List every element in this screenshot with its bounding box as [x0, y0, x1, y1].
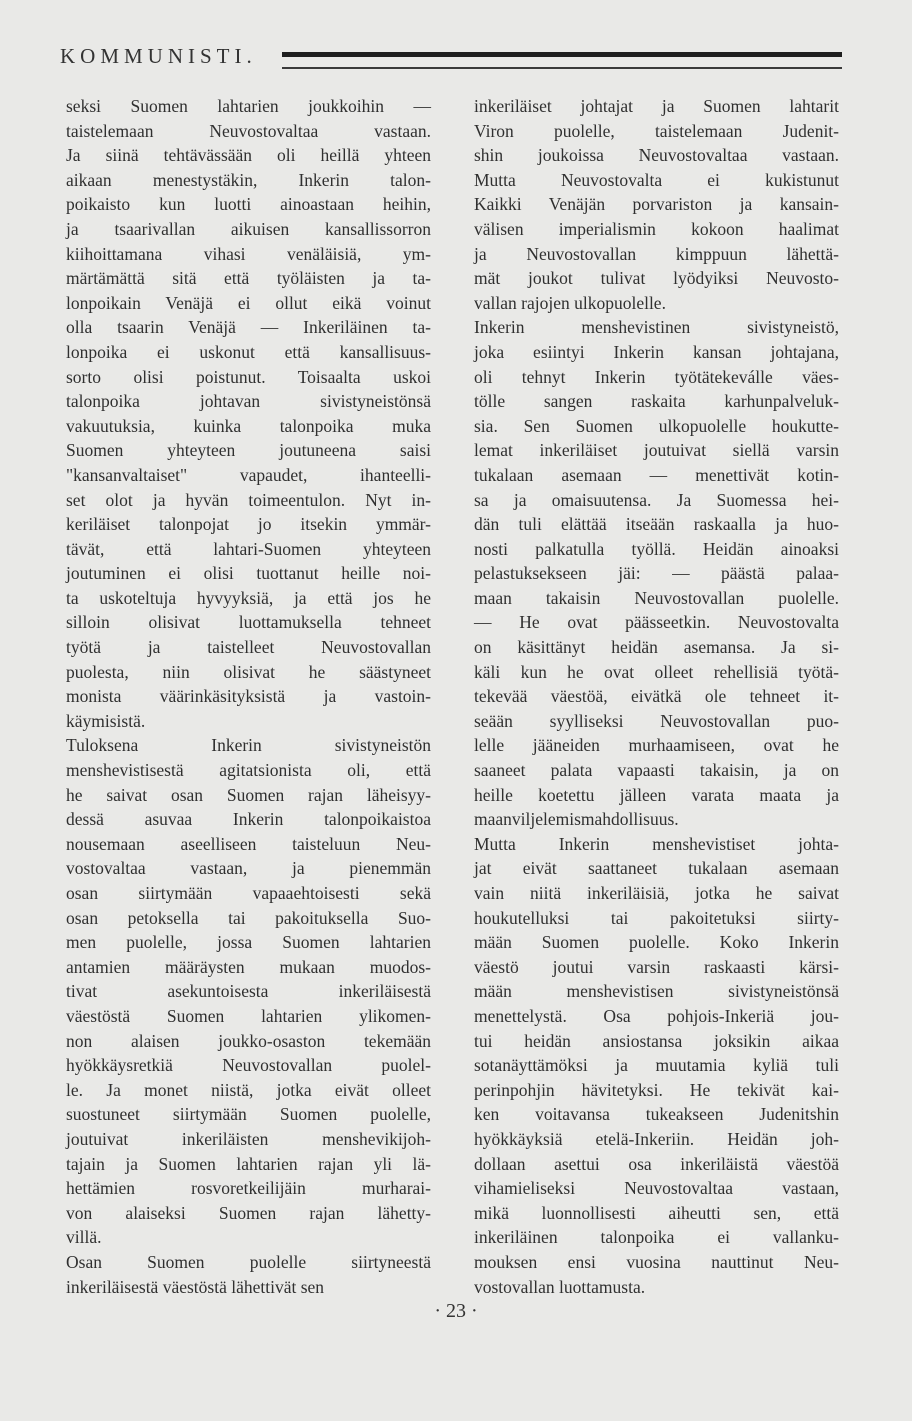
text-line: antamien määräysten mukaan muodos- [66, 956, 431, 977]
text-line: Kaikki Venäjän porvariston ja kansain- [474, 194, 839, 215]
text-line: set olot ja hyvän toimeentulon. Nyt in- [66, 489, 431, 510]
text-line: seksi Suomen lahtarien joukkoihin — [66, 96, 431, 116]
text-line: "kansanvaltaiset" vapaudet, ihanteelli- [66, 464, 431, 485]
text-line: osan siirtymään vapaaehtoisesti sekä [66, 883, 431, 903]
text-line: Osan Suomen puolelle siirtyneestä [66, 1251, 431, 1272]
text-line: menettelystä. Osa pohjois-Inkeriä jou- [474, 1005, 839, 1026]
header-rule [282, 52, 842, 69]
text-line: jat eivät saattaneet tukalaan asemaan [474, 858, 839, 879]
text-line: Mutta Inkerin menshevistiset johta- [474, 833, 839, 854]
text-line: hyökkäyksiä etelä-Inkeriin. Heidän joh- [474, 1128, 839, 1149]
text-line: mikä luonnollisesti aiheutti sen, että [474, 1202, 839, 1223]
text-line: lemat inkeriläiset joutuivat siellä varsin [474, 440, 839, 461]
text-line: poikaisto kun luotti ainoastaan heihin, [66, 194, 431, 215]
text-line: märtämättä sitä että työläisten ja ta- [66, 268, 431, 289]
text-line: villä. [66, 1227, 102, 1248]
text-line: inkeriläinen talonpoika ei vallanku- [474, 1227, 839, 1248]
text-line: on käsittänyt heidän asemansa. Ja si- [474, 637, 839, 658]
text-line: nosti palkatulla työllä. Heidän ainoaksi [474, 538, 839, 559]
text-line: dollaan asettui osa inkeriläistä väestöä [474, 1153, 839, 1174]
text-line: vain niitä inkeriläisiä, jotka he saivat [474, 883, 839, 903]
text-line: lonpoikain Venäjä ei ollut eikä voinut [66, 292, 431, 313]
text-line: dän tuli elättää itseään raskaalla ja huo- [474, 514, 839, 535]
text-line: kiihoittamana vihasi venäläisiä, ym- [66, 243, 431, 264]
text-line: vakuutuksia, kuinka talonpoika muka [66, 415, 431, 436]
text-line: käymisistä. [66, 710, 146, 731]
text-line: vostovallan luottamusta. [474, 1276, 646, 1297]
text-line: ta uskoteltuja hyvyyksiä, ja että jos he [66, 587, 431, 608]
text-line: — He ovat päässeetkin. Neuvostovalta [474, 612, 839, 633]
text-line: tekevää väestöä, eivätkä ole tehneet it- [474, 686, 839, 707]
text-line: dessä asuvaa Inkerin talonpoikaistoa [66, 809, 431, 830]
magazine-title: KOMMUNISTI. [60, 44, 257, 68]
text-line: tölle sangen raskaita karhunpalveluk- [474, 391, 839, 412]
text-line: inkeriläiset johtajat ja Suomen lahtarit [474, 96, 839, 116]
text-line: käli kun he ovat olleet rehellisiä työtä- [474, 661, 839, 682]
text-line: tukalaan asemaan — menettivät kotin- [474, 464, 839, 485]
text-line: joutuivat inkeriläisten menshevikijoh- [66, 1128, 431, 1149]
text-line: Tuloksena Inkerin sivistyneistön [66, 735, 431, 756]
text-line: menshevistisestä agitatsionista oli, että [66, 760, 431, 781]
left-column [66, 94, 431, 1299]
text-line: keriläiset talonpojat jo itsekin ymmär- [66, 514, 431, 535]
text-line: hettämien rosvoretkeilijäin murharai- [66, 1178, 431, 1199]
text-line: shin joukoissa Neuvostovaltaa vastaan. [474, 145, 839, 166]
text-line: mät joukot tulivat lyödyiksi Neuvosto- [474, 268, 839, 289]
text-line: Suomen yhteyteen joutuneena saisi [66, 440, 431, 461]
text-line: hyökkäysretkiä Neuvostovallan puolel- [66, 1055, 431, 1076]
text-line: tivat asekuntoisesta inkeriläisestä [66, 981, 431, 1002]
text-line: sa ja omaisuutensa. Ja Suomessa hei- [474, 489, 839, 510]
text-line: perinpohjin hävitetyksi. He tekivät kai- [474, 1079, 839, 1100]
text-line: vostovaltaa vastaan, ja pienemmän [66, 858, 431, 879]
page-header [60, 44, 850, 74]
text-line: välisen imperialismin kokoon haalimat [474, 218, 839, 239]
right-column [474, 94, 839, 1299]
text-line: nousemaan aseelliseen taisteluun Neu- [66, 833, 431, 854]
text-line: suostuneet siirtymään Suomen puolelle, [66, 1104, 431, 1125]
text-line: joka esiintyi Inkerin kansan johtajana, [474, 341, 839, 362]
text-line: le. Ja monet niistä, jotka eivät olleet [66, 1079, 431, 1100]
text-line: silloin olisivat luottamuksella tehneet [66, 612, 431, 633]
text-line: maanviljelemismahdollisuus. [474, 809, 679, 830]
text-line: monista väärinkäsityksistä ja vastoin- [66, 686, 431, 707]
text-line: sotanäyttämöksi ja muutamia kyliä tuli [474, 1055, 839, 1076]
text-line: väestöstä Suomen lahtarien ylikomen- [66, 1005, 431, 1026]
text-line: joutuminen ei olisi tuottanut heille noi- [66, 563, 431, 584]
text-line: oli tehnyt Inkerin työtätekeválle väes- [474, 366, 839, 387]
text-line: houkutelluksi tai pakoitetuksi siirty- [474, 907, 839, 928]
text-line: Viron puolelle, taistelemaan Judenit- [474, 120, 839, 141]
text-line: heille koetettu jälleen varata maata ja [474, 784, 839, 805]
text-line: vihamieliseksi Neuvostovaltaa vastaan, [474, 1178, 839, 1199]
text-line: he saivat osan Suomen rajan läheisyy- [66, 784, 431, 805]
text-line: lonpoika ei uskonut että kansallisuus- [66, 341, 431, 362]
text-line: tajain ja Suomen lahtarien rajan yli lä- [66, 1153, 431, 1174]
text-line: men puolelle, jossa Suomen lahtarien [66, 932, 431, 953]
text-line: ken voitavansa tukeakseen Judenitshin [474, 1104, 839, 1125]
page-number: · 23 · [434, 1300, 478, 1322]
text-line: pelastuksekseen jäi: — päästä palaa- [474, 563, 839, 584]
text-line: von alaiseksi Suomen rajan lähetty- [66, 1202, 431, 1223]
text-line: Mutta Neuvostovalta ei kukistunut [474, 169, 839, 190]
text-line: sorto olisi poistunut. Toisaalta uskoi [66, 366, 431, 387]
text-line: Inkerin menshevistinen sivistyneistö, [474, 317, 839, 338]
text-line: talonpoika johtavan sivistyneistönsä [66, 391, 431, 412]
text-line: osan petoksella tai pakoituksella Suo- [66, 907, 431, 928]
text-line: olla tsaarin Venäjä — Inkeriläinen ta- [66, 317, 431, 338]
text-line: Ja siinä tehtävässään oli heillä yhteen [66, 145, 431, 166]
text-line: non alaisen joukko-osaston tekemään [66, 1030, 431, 1051]
text-line: lelle jääneiden murhaamiseen, ovat he [474, 735, 839, 756]
text-line: tui heidän ansiostansa joksikin aikaa [474, 1030, 839, 1051]
text-line: työtä ja taistelleet Neuvostovallan [66, 637, 431, 658]
text-line: taistelemaan Neuvostovaltaa vastaan. [66, 120, 431, 141]
text-line: puolesta, niin olisivat he säästyneet [66, 661, 431, 682]
text-line: ja Neuvostovallan kimppuun lähettä- [474, 243, 839, 264]
text-line: väestö joutui varsin raskaasti kärsi- [474, 956, 839, 977]
text-line: maan takaisin Neuvostovallan puolelle. [474, 587, 839, 608]
text-line: inkeriläisestä väestöstä lähettivät sen [66, 1276, 325, 1297]
text-line: vallan rajojen ulkopuolelle. [474, 292, 666, 313]
text-line: tävät, että lahtari-Suomen yhteyteen [66, 538, 431, 559]
text-line: saaneet palata vapaasti takaisin, ja on [474, 760, 839, 781]
text-line: mään Suomen puolelle. Koko Inkerin [474, 932, 839, 953]
text-line: mouksen ensi vuosina nauttinut Neu- [474, 1251, 839, 1272]
text-line: aikaan menestystäkin, Inkerin talon- [66, 169, 431, 190]
text-line: mään menshevistisen sivistyneistönsä [474, 981, 839, 1002]
text-line: seään syylliseksi Neuvostovallan puo- [474, 710, 839, 731]
text-line: ja tsaarivallan aikuisen kansallissorron [66, 218, 431, 239]
text-line: sia. Sen Suomen ulkopuolelle houkutte- [474, 415, 839, 436]
